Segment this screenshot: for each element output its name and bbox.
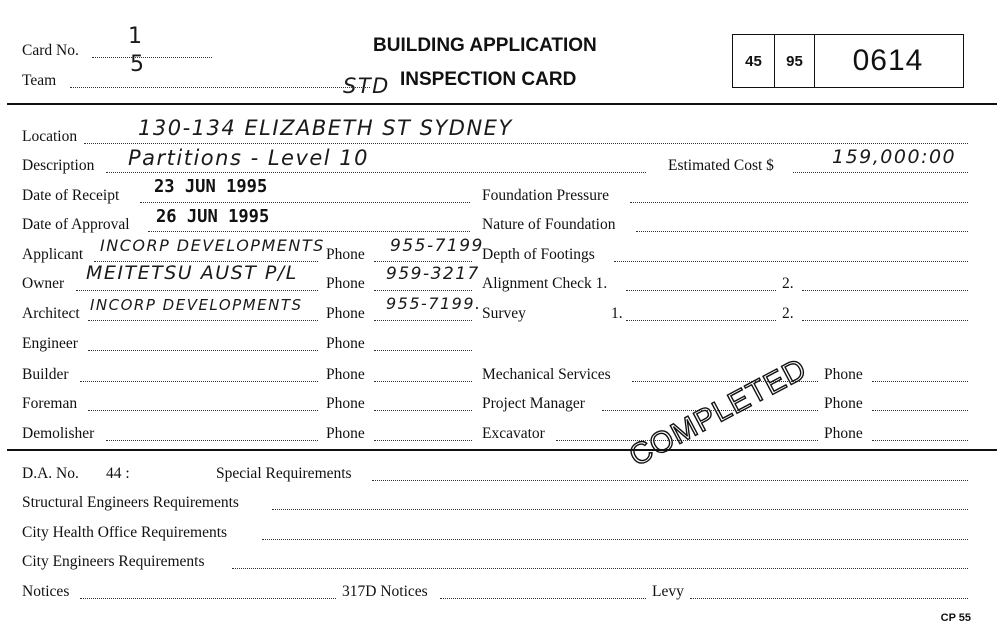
applicant-phone-label: Phone <box>326 246 365 263</box>
architect-label: Architect <box>22 305 80 322</box>
foreman-label: Foreman <box>22 395 78 412</box>
applicant-phone-line <box>374 261 472 262</box>
initials: STD <box>343 74 390 98</box>
city-eng-req-label: City Engineers Requirements <box>22 553 205 570</box>
estimated-cost-label: Estimated Cost $ <box>668 157 774 174</box>
card-no-value: 1 <box>128 24 144 49</box>
owner-value: MEITETSU AUST P/L <box>86 262 298 284</box>
ref-number: 0614 <box>852 44 924 77</box>
levy-line <box>690 598 968 599</box>
foreman-line <box>88 410 318 411</box>
date-receipt-value: 23 JUN 1995 <box>154 176 268 197</box>
special-req-line <box>372 480 968 481</box>
alignment-check-line-1 <box>626 290 776 291</box>
alignment-check-label: Alignment Check 1. <box>482 275 608 292</box>
city-eng-req-line <box>232 568 968 569</box>
applicant-value: INCORP DEVELOPMENTS <box>100 236 325 255</box>
team-line <box>70 87 370 88</box>
description-value: Partitions - Level 10 <box>128 146 370 170</box>
survey-line-2 <box>802 320 968 321</box>
survey-2-label: 2. <box>782 305 794 322</box>
structural-req-line <box>272 509 968 510</box>
reference-box <box>732 34 964 88</box>
architect-line <box>88 320 318 321</box>
builder-label: Builder <box>22 366 69 383</box>
notices-line <box>80 598 336 599</box>
notices-317-label: 317D Notices <box>342 583 428 600</box>
owner-phone-value: 959-3217 <box>386 264 480 284</box>
completed-stamp: COMPLETED <box>624 352 813 474</box>
alignment-check-line-2 <box>802 290 968 291</box>
engineer-line <box>88 350 318 351</box>
builder-phone-line <box>374 381 472 382</box>
applicant-label: Applicant <box>22 246 84 263</box>
da-no-value: 44 : <box>106 465 130 482</box>
card-no-line <box>92 57 212 58</box>
engineer-label: Engineer <box>22 335 78 352</box>
alignment-check-2-label: 2. <box>782 275 794 292</box>
excavator-phone-line <box>872 440 968 441</box>
architect-phone-line <box>374 320 472 321</box>
date-receipt-line <box>140 202 470 203</box>
demolisher-label: Demolisher <box>22 425 95 442</box>
main-rule <box>7 449 997 451</box>
architect-value: INCORP DEVELOPMENTS <box>90 296 303 314</box>
foundation-pressure-line <box>630 202 968 203</box>
title-line-1: BUILDING APPLICATION <box>373 35 597 56</box>
location-line <box>84 143 968 144</box>
foreman-phone-label: Phone <box>326 395 365 412</box>
special-req-label: Special Requirements <box>216 465 352 482</box>
excavator-phone-label: Phone <box>824 425 863 442</box>
date-approval-line <box>148 231 470 232</box>
health-req-line <box>262 539 968 540</box>
demolisher-phone-line <box>374 440 472 441</box>
date-approval-label: Date of Approval <box>22 216 130 233</box>
mechanical-phone-line <box>872 381 968 382</box>
nature-foundation-label: Nature of Foundation <box>482 216 616 233</box>
estimated-cost-line <box>793 172 968 173</box>
survey-line-1 <box>626 320 776 321</box>
foundation-pressure-label: Foundation Pressure <box>482 187 610 204</box>
applicant-phone-value: 955-7199 <box>390 236 484 256</box>
project-manager-phone-label: Phone <box>824 395 863 412</box>
survey-1-label: 1. <box>611 305 623 322</box>
estimated-cost-value: 159,000:00 <box>832 146 957 168</box>
architect-phone-label: Phone <box>326 305 365 322</box>
notices-317-line <box>440 598 646 599</box>
team-label: Team <box>22 72 57 89</box>
notices-label: Notices <box>22 583 70 600</box>
survey-label: Survey <box>482 305 526 322</box>
demolisher-phone-label: Phone <box>326 425 365 442</box>
owner-phone-label: Phone <box>326 275 365 292</box>
description-line <box>106 172 646 173</box>
ref-b: 95 <box>775 35 815 87</box>
nature-foundation-line <box>636 231 968 232</box>
date-approval-value: 26 JUN 1995 <box>156 206 270 227</box>
demolisher-line <box>106 440 318 441</box>
card-no-label: Card No. <box>22 42 79 59</box>
location-value: 130-134 ELIZABETH ST SYDNEY <box>138 116 513 140</box>
structural-req-label: Structural Engineers Requirements <box>22 494 239 511</box>
date-receipt-label: Date of Receipt <box>22 187 120 204</box>
project-manager-label: Project Manager <box>482 395 585 412</box>
owner-phone-line <box>374 290 472 291</box>
engineer-phone-line <box>374 350 472 351</box>
mechanical-phone-label: Phone <box>824 366 863 383</box>
team-value: 5 <box>130 52 146 77</box>
title-line-2: INSPECTION CARD <box>400 69 577 90</box>
da-no-label: D.A. No. <box>22 465 79 482</box>
depth-footings-line <box>614 261 968 262</box>
header-rule <box>7 103 997 105</box>
owner-line <box>76 290 318 291</box>
ref-a: 45 <box>733 35 775 87</box>
architect-phone-value: 955-7199. <box>386 294 482 313</box>
depth-footings-label: Depth of Footings <box>482 246 595 263</box>
foreman-phone-line <box>374 410 472 411</box>
builder-line <box>80 381 318 382</box>
form-code: CP 55 <box>940 612 971 624</box>
mechanical-label: Mechanical Services <box>482 366 611 383</box>
project-manager-phone-line <box>872 410 968 411</box>
health-req-label: City Health Office Requirements <box>22 524 228 541</box>
excavator-label: Excavator <box>482 425 545 442</box>
builder-phone-label: Phone <box>326 366 365 383</box>
location-label: Location <box>22 128 78 145</box>
levy-label: Levy <box>652 583 684 600</box>
owner-label: Owner <box>22 275 65 292</box>
description-label: Description <box>22 157 95 174</box>
engineer-phone-label: Phone <box>326 335 365 352</box>
